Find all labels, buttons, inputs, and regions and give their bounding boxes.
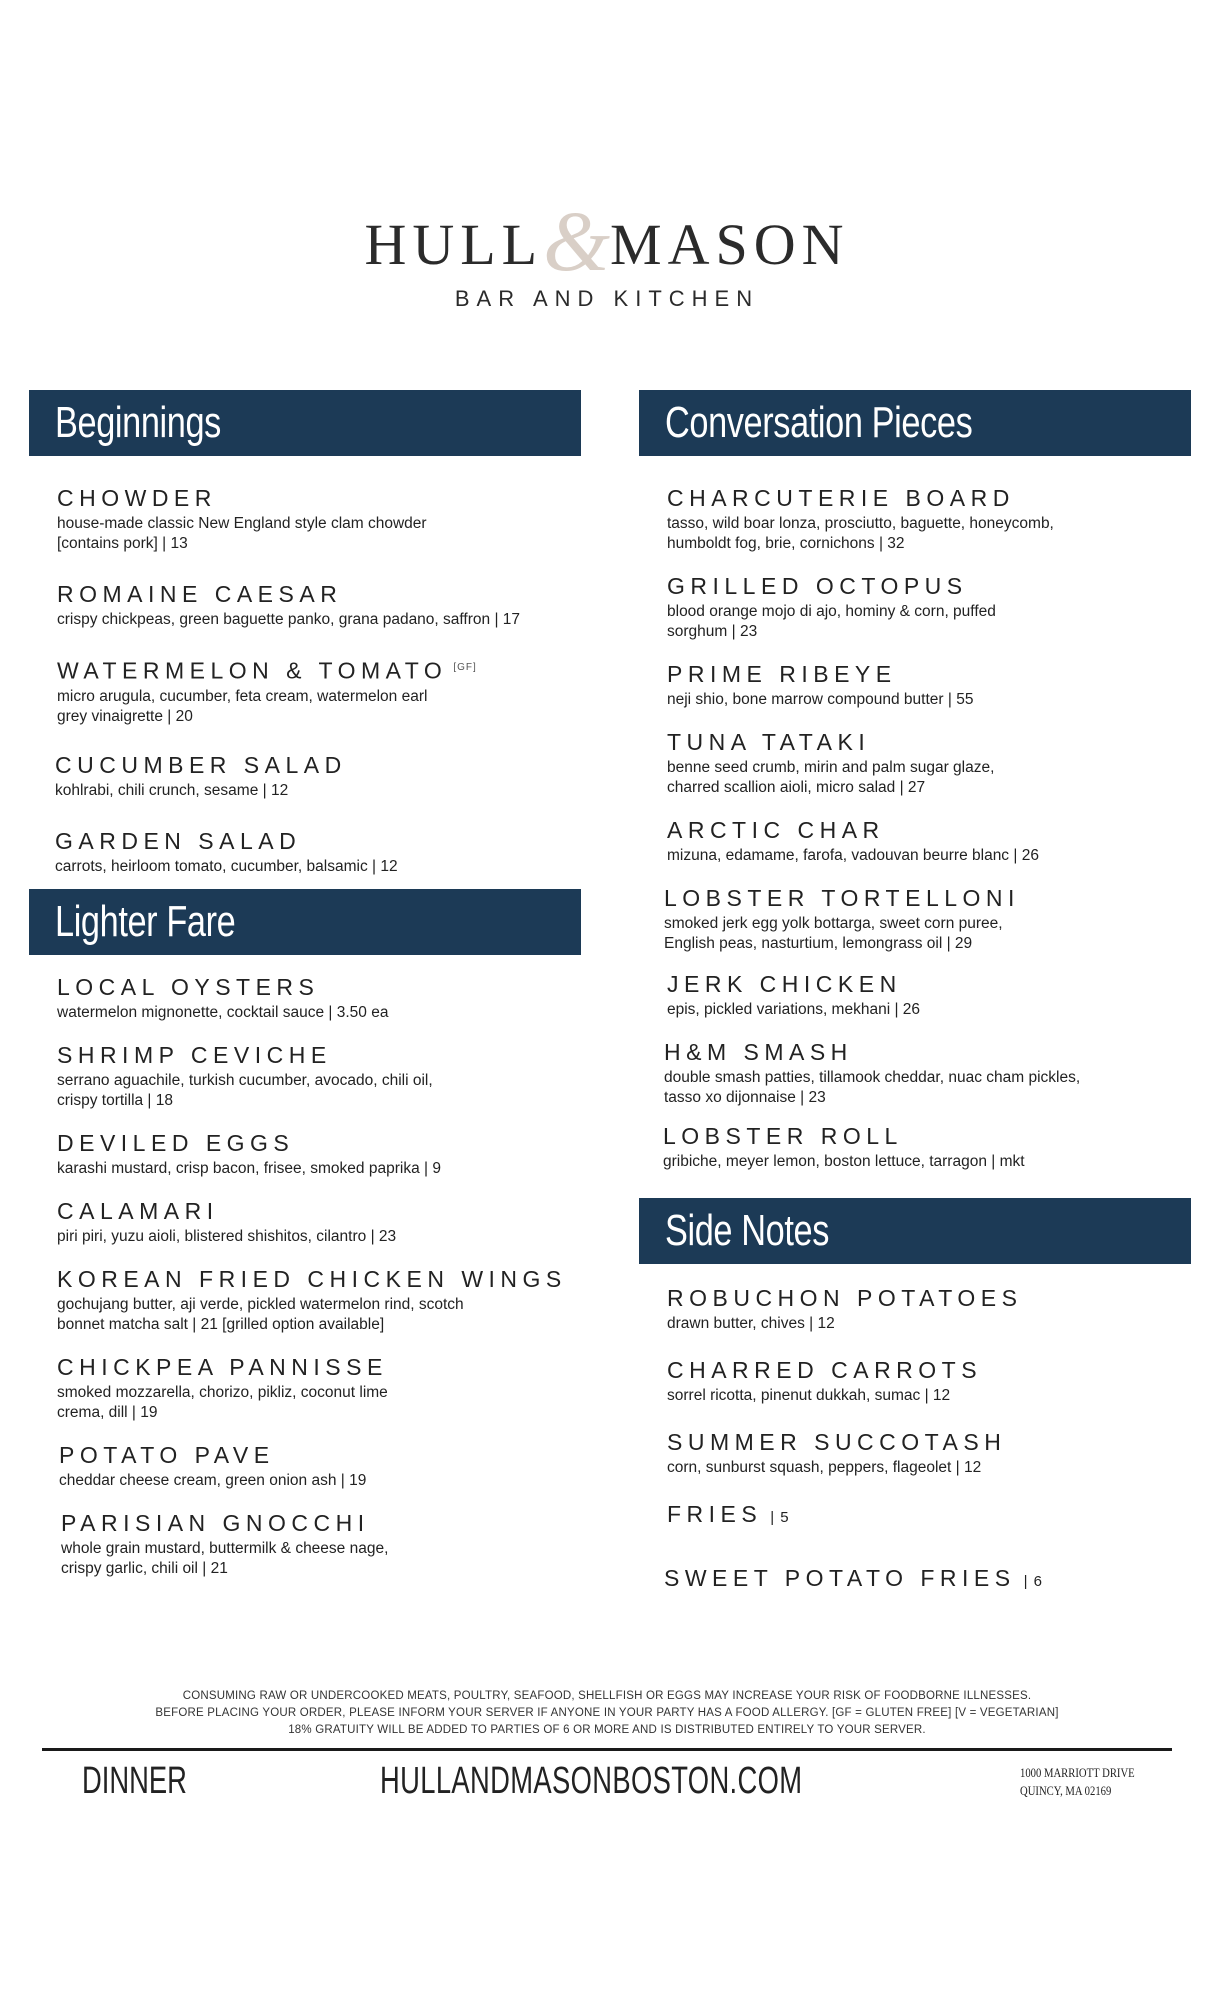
menu-item [639, 1428, 1191, 1478]
item-desc: gribiche, meyer lemon, boston lettuce, tarragon | mkt [663, 1153, 1025, 1170]
logo [0, 193, 1214, 312]
item-price: | 5 [770, 1509, 790, 1526]
menu-item [29, 1197, 581, 1247]
item-desc: neji shio, bone marrow compound butter | 55 [667, 691, 974, 708]
item-desc: crispy chickpeas, green baguette panko, grana padano, saffron | 17 [57, 611, 521, 628]
item-name: ROMAINE CAESAR [57, 581, 343, 607]
item-price: | 6 [1023, 1573, 1044, 1590]
item-desc: cheddar cheese cream, green onion ash | 19 [59, 1471, 367, 1489]
menu-item [639, 1122, 1191, 1172]
address: 1000 MARRIOTT DRIVE QUINCY, MA 02169 [1020, 1765, 1135, 1798]
item-desc: double smash patties, tillamook cheddar, nuac cham pickles, tasso xo dijonnaise | 23 [664, 1069, 1081, 1106]
item-desc: kohlrabi, chili crunch, sesame | 12 [55, 781, 289, 799]
logo-hull: HULL [364, 212, 544, 277]
section-header-side-notes: Side Notes [639, 1198, 1191, 1264]
menu-item [639, 884, 1191, 954]
section-header-beginnings: Beginnings [29, 390, 581, 456]
menu-item [639, 1038, 1191, 1108]
logo-wordmark [0, 193, 1214, 289]
item-name: SUMMER SUCCOTASH [667, 1429, 1007, 1455]
meal-label: DINNER [82, 1760, 187, 1802]
item-desc: piri piri, yuzu aioli, blistered shishitos, cilantro | 23 [57, 1227, 397, 1245]
item-desc: micro arugula, cucumber, feta cream, watermelon earl grey vinaigrette | 20 [57, 687, 428, 725]
menu-item [639, 816, 1191, 866]
menu-item [29, 484, 581, 554]
menu-item [639, 1284, 1191, 1334]
item-name: CALAMARI [57, 1197, 219, 1224]
item-desc: epis, pickled variations, mekhani | 26 [667, 1001, 921, 1018]
item-name: ROBUCHON POTATOES [667, 1285, 1023, 1311]
item-desc: watermelon mignonette, cocktail sauce | 3.50 ea [57, 1003, 389, 1021]
menu-item [639, 1356, 1191, 1406]
item-name: TUNA TATAKI [667, 729, 871, 755]
item-name: KOREAN FRIED CHICKEN WINGS [57, 1265, 567, 1292]
footer-divider [42, 1748, 1172, 1751]
menu-item [639, 484, 1191, 554]
item-desc: gochujang butter, aji verde, pickled watermelon rind, scotch bonnet matcha salt | 21 [grilled option available] [57, 1295, 464, 1333]
logo-ampersand: & [543, 193, 611, 289]
item-name: ARCTIC CHAR [667, 817, 885, 843]
item-desc: tasso, wild boar lonza, prosciutto, baguette, honeycomb, humboldt fog, brie, cornichons | 32 [667, 515, 1054, 552]
item-desc: carrots, heirloom tomato, cucumber, balsamic | 12 [55, 857, 398, 875]
item-name: CHARRED CARROTS [667, 1357, 983, 1383]
item-name: JERK CHICKEN [667, 971, 902, 997]
item-name: SWEET POTATO FRIES | 6 [664, 1565, 1044, 1591]
menu-item [29, 1509, 581, 1579]
item-desc: house-made classic New England style clam chowder [contains pork] | 13 [57, 515, 427, 552]
logo-mason: MASON [610, 212, 850, 277]
menu-item [639, 1564, 1191, 1596]
menu-item [639, 728, 1191, 798]
item-name: WATERMELON & TOMATO [GF] [57, 657, 477, 684]
menu-item [29, 580, 581, 630]
item-name: PARISIAN GNOCCHI [61, 1509, 370, 1536]
menu-item [29, 1441, 581, 1491]
item-name: LOBSTER TORTELLONI [664, 885, 1020, 911]
item-desc: sorrel ricotta, pinenut dukkah, sumac | 12 [667, 1387, 951, 1404]
item-name: GRILLED OCTOPUS [667, 573, 968, 599]
item-name: CHICKPEA PANNISSE [57, 1353, 388, 1380]
item-desc: corn, sunburst squash, peppers, flageolet | 12 [667, 1459, 982, 1476]
menu-item [29, 1041, 581, 1111]
item-name: H&M SMASH [664, 1039, 853, 1065]
menu-item [639, 1500, 1191, 1532]
menu-item [29, 1129, 581, 1179]
item-desc: smoked jerk egg yolk bottarga, sweet corn puree, English peas, nasturtium, lemongrass oil | 29 [664, 915, 1003, 952]
right-column [639, 390, 1191, 1596]
legal-notice: CONSUMING RAW OR UNDERCOOKED MEATS, POULTRY, SEAFOOD, SHELLFISH OR EGGS MAY INCREASE YOUR RISK OF FOODBORNE ILLNESSES. BEFORE PLACING YOUR ORDER, PLEASE INFORM YOUR SERVER IF ANYONE IN YOUR PARTY HAS A FOOD ALLERGY. [GF = GLUTEN FREE] [V = VEGETARIAN] 18% GRATUITY WILL BE ADDED TO PARTIES OF 6 OR MORE AND IS DISTRIBUTED ENTIRELY TO YOUR SERVER. [155, 1690, 1059, 1736]
menu-item [29, 1265, 581, 1335]
menu-item [639, 572, 1191, 642]
item-name: FRIES | 5 [667, 1501, 790, 1527]
item-desc: smoked mozzarella, chorizo, pikliz, coconut lime crema, dill | 19 [57, 1383, 388, 1421]
menu-item [29, 1353, 581, 1423]
item-name: CHARCUTERIE BOARD [667, 485, 1015, 511]
website-link[interactable]: HULLANDMASONBOSTON.COM [380, 1760, 803, 1802]
item-name: SHRIMP CEVICHE [57, 1041, 332, 1068]
item-name: PRIME RIBEYE [667, 661, 897, 687]
item-desc: benne seed crumb, mirin and palm sugar glaze, charred scallion aioli, micro salad | 27 [667, 759, 995, 796]
item-desc: whole grain mustard, buttermilk & cheese nage, crispy garlic, chili oil | 21 [61, 1539, 389, 1577]
menu-item [29, 751, 581, 801]
item-desc: drawn butter, chives | 12 [667, 1315, 835, 1332]
section-header-conversation-pieces: Conversation Pieces [639, 390, 1191, 456]
menu-item [29, 973, 581, 1023]
menu-item [29, 827, 581, 877]
item-name: LOBSTER ROLL [663, 1123, 903, 1149]
item-name: DEVILED EGGS [57, 1129, 295, 1156]
item-name: POTATO PAVE [59, 1441, 275, 1468]
menu-item [639, 660, 1191, 710]
item-name: GARDEN SALAD [55, 827, 302, 854]
left-column [29, 390, 581, 1579]
logo-subtitle: BAR AND KITCHEN [454, 286, 760, 311]
section-header-lighter-fare: Lighter Fare [29, 889, 581, 955]
item-name: LOCAL OYSTERS [57, 973, 320, 1000]
menu-item [639, 970, 1191, 1020]
item-desc: mizuna, edamame, farofa, vadouvan beurre blanc | 26 [667, 847, 1039, 864]
item-name: CUCUMBER SALAD [55, 751, 347, 778]
menu-item [29, 654, 581, 727]
item-desc: karashi mustard, crisp bacon, frisee, smoked paprika | 9 [57, 1159, 441, 1177]
gluten-free-tag: [GF] [453, 662, 477, 673]
item-name: CHOWDER [57, 485, 217, 511]
item-desc: blood orange mojo di ajo, hominy & corn, puffed sorghum | 23 [667, 603, 996, 640]
item-desc: serrano aguachile, turkish cucumber, avocado, chili oil, crispy tortilla | 18 [57, 1071, 433, 1109]
